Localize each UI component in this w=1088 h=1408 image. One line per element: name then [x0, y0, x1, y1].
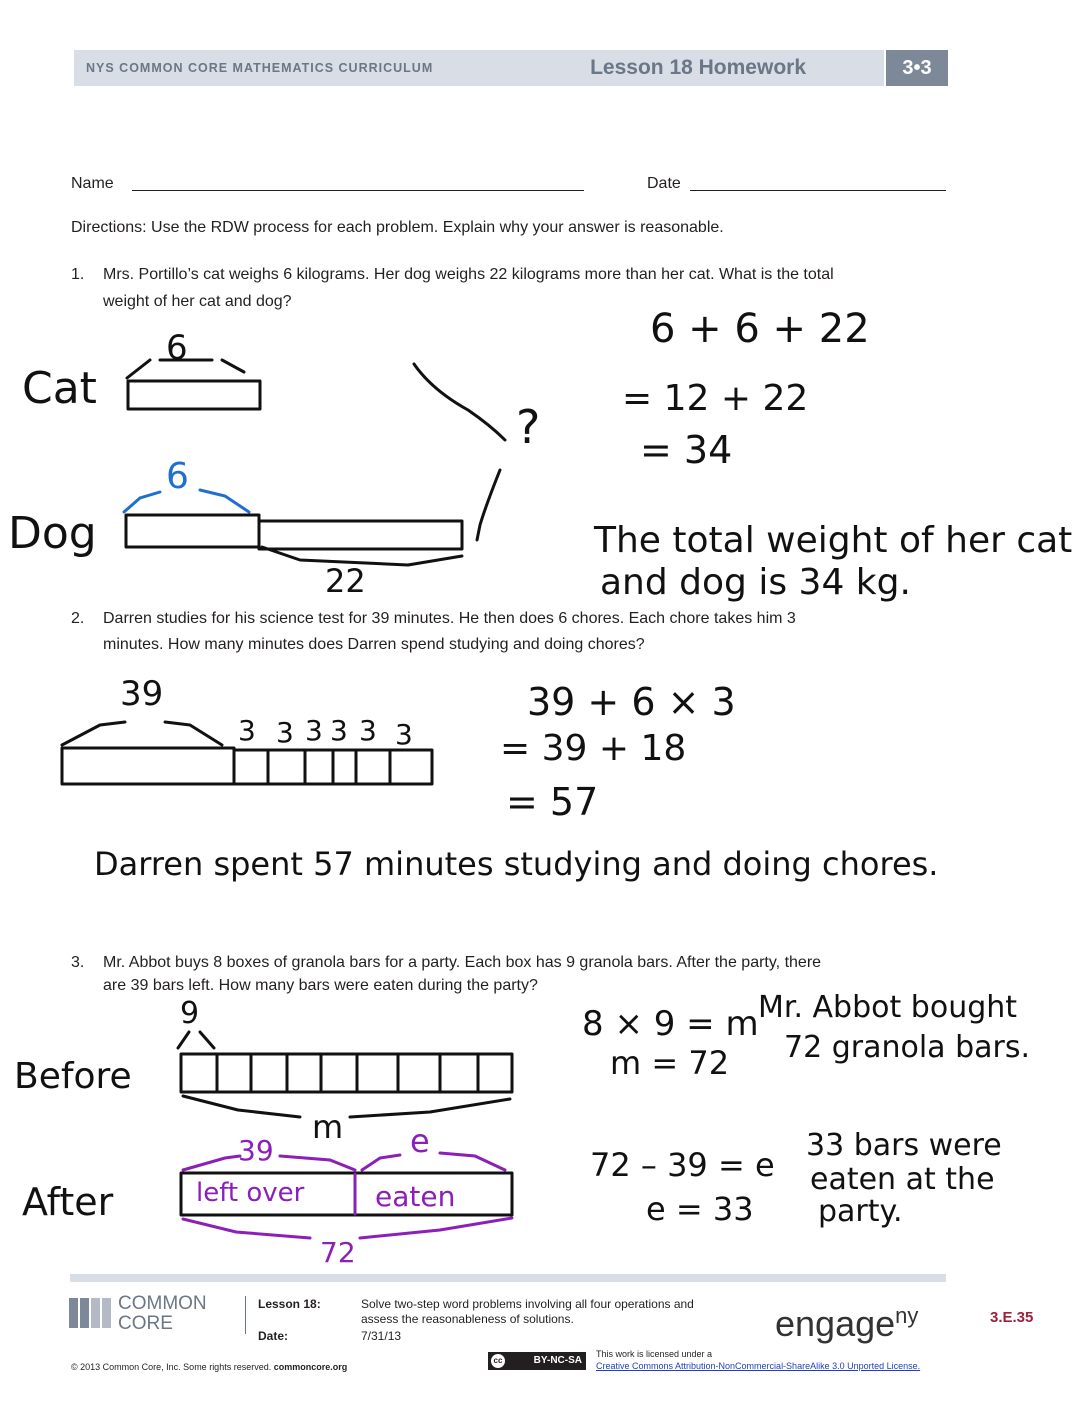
study-brace [62, 722, 222, 745]
before-tape [181, 1054, 512, 1092]
date-label: Date [647, 175, 681, 192]
leftover-text: left over [196, 1178, 305, 1208]
chore-value-3: 3 [305, 714, 323, 747]
header-bar [74, 50, 884, 86]
p1-equation-3: = 34 [640, 428, 733, 472]
common-core-logo-text [118, 1294, 207, 1334]
p3-answer-line3: party. [818, 1194, 903, 1229]
nine-brace [178, 1032, 214, 1048]
engage-sup: ny [895, 1303, 919, 1328]
p1-equation-1: 6 + 6 + 22 [650, 306, 870, 352]
footer-separator [245, 1296, 246, 1334]
p2-equation-3: = 57 [506, 780, 599, 824]
before-label: Before [14, 1056, 132, 1097]
p2-equation-2: = 39 + 18 [500, 728, 687, 769]
after-label: After [22, 1180, 114, 1224]
footer-date-value: 7/31/13 [361, 1329, 402, 1343]
total-72-brace [183, 1218, 512, 1238]
eaten-text: eaten [375, 1180, 456, 1213]
p3-answer-line1: 33 bars were [806, 1128, 1002, 1163]
problem-2-text-line2: minutes. How many minutes does Darren spend studying and doing chores? [103, 636, 645, 653]
chore-value-5: 3 [359, 714, 377, 747]
p3-equation-1: 8 × 9 = m [582, 1004, 759, 1044]
chores-tape [234, 750, 432, 784]
p3-equation-3: 72 – 39 = e [590, 1146, 775, 1184]
cc-badge-text: BY-NC-SA [533, 1355, 582, 1366]
copyright-text: © 2013 Common Core, Inc. Some rights reserved. [71, 1362, 274, 1372]
chore-value-4: 3 [330, 714, 348, 747]
cc-license-badge[interactable] [488, 1352, 586, 1370]
dog-unit-value: 6 [166, 456, 189, 497]
m-label: m [312, 1108, 344, 1146]
license-line1: This work is licensed under a [596, 1349, 713, 1359]
chore-value-6: 3 [395, 718, 413, 751]
lesson-title: Lesson 18 Homework [590, 56, 806, 79]
leftover-value: 39 [238, 1134, 274, 1167]
p3-equation-2: m = 72 [610, 1044, 730, 1082]
p1-equation-2: = 12 + 22 [622, 378, 809, 419]
page-header [74, 50, 948, 86]
module-badge: 3•3 [886, 50, 948, 86]
cat-tape [128, 381, 260, 409]
problem-3-text-line2: are 39 bars left. How many bars were eaten during the party? [103, 977, 538, 994]
cc-icon: cc [491, 1354, 505, 1368]
cat-value: 6 [166, 328, 188, 368]
total-brace-bottom [477, 470, 500, 540]
total-value: 72 [320, 1236, 356, 1269]
problem-2-number: 2. [71, 610, 85, 627]
study-tape [62, 748, 234, 784]
problem-1-number: 1. [71, 266, 85, 283]
chore-value-2: 3 [276, 716, 294, 749]
license-link[interactable]: Creative Commons Attribution-NonCommercial-ShareAlike 3.0 Unported License. [596, 1361, 921, 1371]
page-code: 3.E.35 [990, 1309, 1034, 1326]
directions: Directions: Use the RDW process for each problem. Explain why your answer is reasonable. [71, 219, 724, 236]
before-dividers [217, 1054, 478, 1092]
problem-1-text-line1: Mrs. Portillo’s cat weighs 6 kilograms. Her dog weighs 22 kilograms more than her cat. What is the total [103, 266, 834, 283]
problem-3-text-line1: Mr. Abbot buys 8 boxes of granola bars for a party. Each box has 9 granola bars. After the party, there [103, 954, 822, 971]
chore-dividers [268, 750, 390, 784]
date-field[interactable] [690, 190, 946, 191]
logo-line2: CORE [118, 1313, 173, 1334]
total-brace-top [414, 364, 505, 440]
footer-lesson-desc-1: Solve two-step word problems involving all four operations and [361, 1297, 694, 1311]
dog-tape-extra [259, 521, 462, 549]
footer-lesson-label: Lesson 18: [258, 1297, 321, 1311]
footer-divider [70, 1274, 946, 1282]
p3-equation-4: e = 33 [646, 1190, 754, 1228]
copyright [71, 1362, 347, 1373]
p3-answer-line2: eaten at the [810, 1162, 995, 1197]
footer-date-label: Date: [258, 1329, 289, 1343]
p3-note-line2: 72 granola bars. [784, 1030, 1031, 1065]
cat-label: Cat [22, 363, 97, 414]
problem-2-text-line1: Darren studies for his science test for 39 minutes. He then does 6 chores. Each chore takes him 3 [103, 610, 796, 627]
dog-extra-value: 22 [325, 562, 366, 600]
curriculum-title: NYS COMMON CORE MATHEMATICS CURRICULUM [86, 61, 434, 75]
dog-label: Dog [8, 508, 97, 559]
problem-3-number: 3. [71, 954, 85, 971]
p3-note-line1: Mr. Abbot bought [758, 990, 1018, 1025]
dog-tape-unit [126, 515, 259, 547]
copyright-site: commoncore.org [273, 1362, 348, 1372]
common-core-logo-icon [69, 1298, 113, 1328]
question-mark: ? [516, 400, 541, 454]
problem-1-text-line2: weight of her cat and dog? [103, 293, 292, 310]
p2-answer: Darren spent 57 minutes studying and doing chores. [94, 845, 939, 883]
p1-answer-line2: and dog is 34 kg. [600, 562, 911, 603]
footer-lesson-desc-2: assess the reasonableness of solutions. [361, 1312, 574, 1326]
study-value: 39 [120, 674, 164, 714]
logo-line1: COMMON [118, 1293, 207, 1314]
engage-text: engage [775, 1303, 896, 1344]
name-label: Name [71, 175, 114, 192]
chore-value-1: 3 [238, 714, 256, 747]
eaten-brace [362, 1153, 505, 1170]
engageny-logo [775, 1296, 918, 1344]
e-label: e [410, 1122, 430, 1160]
m-brace [183, 1096, 510, 1117]
name-field[interactable] [132, 190, 584, 191]
p1-answer-line1: The total weight of her cat [594, 520, 1073, 561]
box-value: 9 [180, 996, 200, 1031]
p2-equation-1: 39 + 6 × 3 [527, 680, 736, 724]
